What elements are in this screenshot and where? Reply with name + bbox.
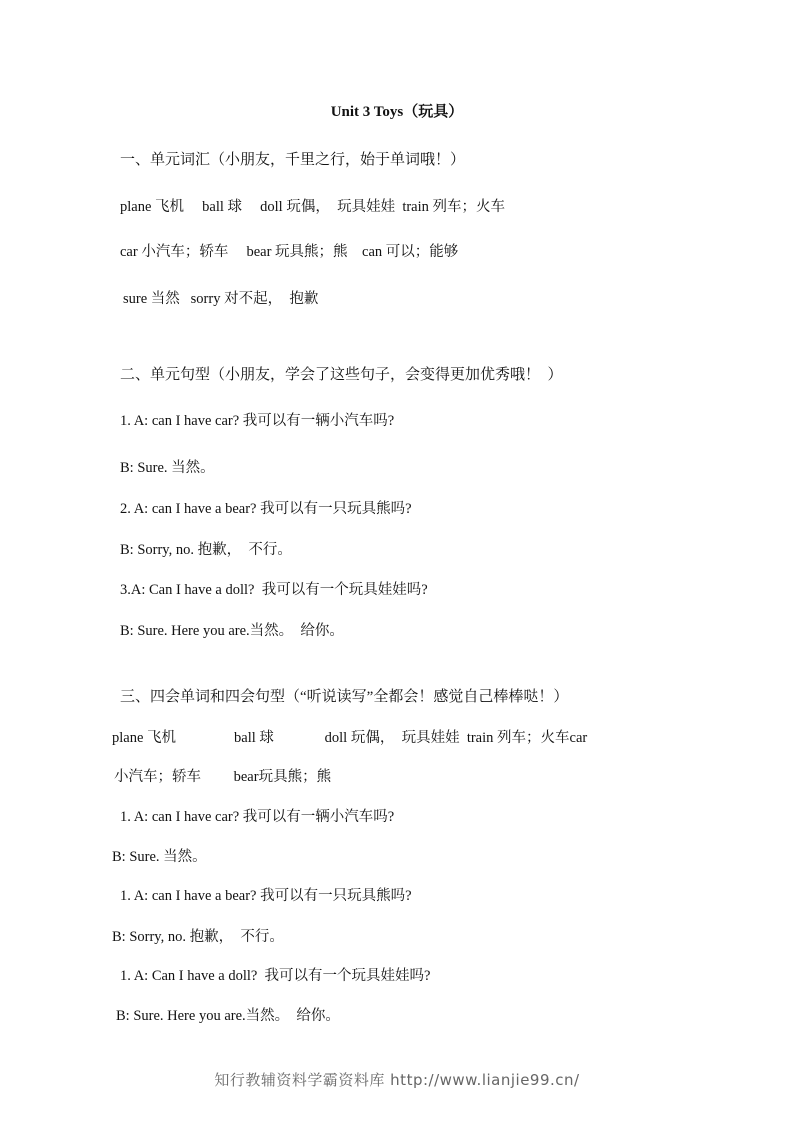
page-title: Unit 3 Toys（玩具） xyxy=(330,104,464,120)
footer-watermark: 知行教辅资料学霸资料库 http://www.lianjie99.cn/ xyxy=(214,1071,580,1089)
sentence-line: B: Sure. 当然。 xyxy=(112,849,207,865)
sentence-line: B: Sorry, no. 抱歉， 不行。 xyxy=(112,929,284,945)
sentence-line: 1. A: can I have car? 我可以有一辆小汽车吗? xyxy=(120,809,395,825)
sentence-line: 3.A: Can I have a doll? 我可以有一个玩具娃娃吗? xyxy=(120,582,428,598)
vocab-line: plane 飞机 ball 球 doll 玩偶， 玩具娃娃 train 列车；火车car xyxy=(112,730,588,746)
sentence-line: B: Sure. Here you are.当然。 给你。 xyxy=(116,1008,340,1024)
section1-heading: 一、单元词汇（小朋友，千里之行，始于单词哦！） xyxy=(120,152,466,168)
vocab-line: plane 飞机 ball 球 doll 玩偶， 玩具娃娃 train 列车；火车 xyxy=(120,199,506,215)
sentence-line: 1. A: can I have a bear? 我可以有一只玩具熊吗? xyxy=(120,888,412,904)
sentence-line: B: Sure. 当然。 xyxy=(120,460,215,476)
sentence-line: B: Sure. Here you are.当然。 给你。 xyxy=(120,623,344,639)
sentence-line: 1. A: Can I have a doll? 我可以有一个玩具娃娃吗? xyxy=(120,968,431,984)
vocab-line: 小汽车；轿车 bear玩具熊；熊 xyxy=(114,769,332,785)
vocab-line: sure 当然 sorry 对不起， 抱歉 xyxy=(123,291,319,307)
sentence-line: B: Sorry, no. 抱歉， 不行。 xyxy=(120,542,292,558)
section3-heading: 三、四会单词和四会句型（“听说读写”全都会！感觉自己棒棒哒！） xyxy=(120,689,569,705)
vocab-line: car 小汽车；轿车 bear 玩具熊；熊 can 可以；能够 xyxy=(120,244,459,260)
section2-heading: 二、单元句型（小朋友，学会了这些句子，会变得更加优秀哦！ ） xyxy=(120,367,563,383)
sentence-line: 1. A: can I have car? 我可以有一辆小汽车吗? xyxy=(120,413,395,429)
sentence-line: 2. A: can I have a bear? 我可以有一只玩具熊吗? xyxy=(120,501,412,517)
